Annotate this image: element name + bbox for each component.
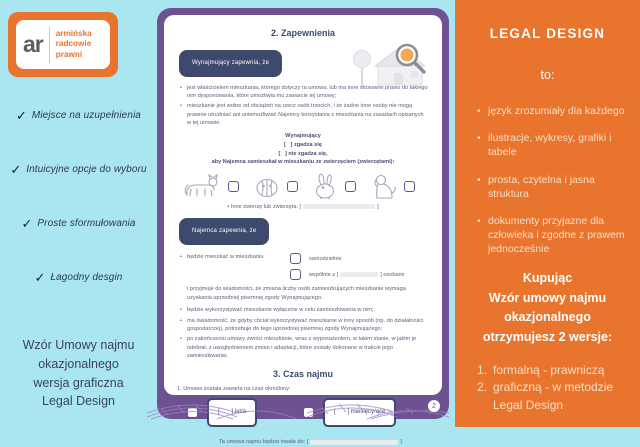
logo-name-line: prawni: [55, 49, 83, 59]
section-2-heading: 2. Zapewnienia: [270, 28, 336, 38]
page-number-badge: 2: [428, 400, 440, 412]
rabbit-checkbox[interactable]: [345, 181, 356, 192]
pet-consent-block: [177, 132, 429, 167]
consent-subtitle: aby Najemca zamieszkał w mieszkaniu ze zwierzęciem (zwierzętami):: [211, 159, 395, 166]
promo-line: otrzymujesz 2 wersje:: [482, 329, 613, 344]
until-label: Ta umowa najmu będzie trwała do: [: [219, 439, 309, 446]
feature-label: Intuicyjne opcje do wyboru: [26, 164, 147, 175]
tenant-bullet-list: [180, 306, 429, 360]
other-animal-blank-field[interactable]: [303, 204, 375, 209]
duration-intro: 1. Umowa została zawarta na czas określony:: [177, 386, 291, 393]
logo-name-line: radcowie: [55, 39, 92, 49]
shared-checkbox[interactable]: [290, 269, 301, 280]
feature-label: Miejsce na uzupełnienia: [31, 110, 141, 121]
months-box[interactable]: [ ] miesięcy/ące: [323, 398, 396, 427]
other-animal-label: Inne zwierzę lub zwierzęta: [: [230, 204, 302, 211]
living-bullet: • będzie mieszkać w mieszkaniu: [180, 253, 276, 280]
logo-divider: [49, 27, 50, 63]
living-option-alone: [290, 253, 405, 264]
promo-line: Kupując: [522, 271, 573, 286]
landlord-bullet: • jest właścicielem mieszkania, którego dotyczy ta umowa, lub ma inne stosowne prawo do takiego nim dysponowania, które umożliwia mu zawarcie tej umowy;: [180, 84, 429, 101]
feature-item: [0, 110, 157, 122]
checkmark-icon: ✓: [16, 108, 27, 123]
contract-page: [164, 15, 442, 446]
section-3-heading: 3. Czas najmu: [272, 368, 334, 379]
bracket-close: ]: [377, 204, 379, 211]
bracket-close: ]: [400, 439, 402, 446]
caption-line: Legal Design: [42, 394, 115, 409]
version-number: 1.: [477, 362, 488, 377]
acknowledgement-note: i przyjmuje do wiadomości, że zmiana liczby osób zamieszkujących mieszkanie wymaga uzyskania uprzedniej pisemnej zgody Wynajmującego.: [187, 286, 406, 301]
checkmark-icon: ✓: [34, 270, 46, 285]
checkmark-icon: ✓: [10, 162, 22, 177]
consent-disagree-option[interactable]: [ ] nie zgadza się,: [278, 150, 328, 157]
feature-item: [0, 164, 157, 176]
alone-label: samodzielnie: [309, 255, 342, 262]
caption-line: wersja graficzna: [33, 375, 124, 390]
right-panel: [455, 0, 640, 427]
promo-line: okazjonalnego: [504, 310, 591, 325]
guinea-pig-icon: [254, 175, 280, 199]
legal-design-title: LEGAL DESIGN: [489, 26, 606, 41]
consent-title: Wynajmujący: [285, 133, 321, 140]
feature-item: [0, 218, 157, 230]
caption-line: okazjonalnego: [38, 356, 119, 371]
product-caption: [0, 336, 157, 411]
version-item: [477, 362, 632, 379]
alone-checkbox[interactable]: [290, 253, 301, 264]
logo-name-line: armińska: [55, 28, 92, 38]
animal-option-cat: [183, 174, 239, 200]
shared-label-prefix: wspólnie z [: [309, 271, 339, 278]
legal-design-bullet: • dokumenty przyjazne dla człowieka i zgodne z prawem jednocześnie: [477, 214, 628, 257]
animal-options-row: [183, 173, 415, 200]
cat-icon: [183, 174, 221, 200]
guinea-pig-checkbox[interactable]: [287, 181, 298, 192]
logo-initials: ar: [23, 31, 43, 57]
version-text: graficzną - w metodzie Legal Design: [493, 380, 614, 412]
version-item: [477, 379, 632, 414]
tenant-assures-pill: Najemca zapewnia, że: [179, 218, 269, 245]
version-number: 2.: [477, 380, 488, 395]
duration-until-line: [219, 438, 429, 446]
living-arrangement-row: [180, 253, 429, 280]
legal-design-bullet: • ilustracje, wykresy, grafiki i tabele: [477, 131, 628, 159]
shared-label: [309, 271, 405, 279]
animal-option-dog: [371, 173, 415, 200]
legal-design-bullet: • prosta, czytelna i jasna struktura: [477, 173, 628, 201]
persons-blank-field[interactable]: [340, 272, 378, 277]
legal-design-subtitle: to:: [540, 68, 555, 82]
feature-label: Łagodny desgin: [50, 272, 123, 283]
landlord-assures-pill: Wynajmujący zapewnia, że: [179, 50, 282, 77]
purchase-promo-block: [455, 269, 640, 347]
cat-checkbox[interactable]: [228, 181, 239, 192]
company-logo: [8, 12, 118, 77]
bullet-glyph: •: [227, 204, 231, 211]
landlord-bullet: • mieszkanie jest wolne od obciążeń na rzecz osób trzecich, i że żadne inne osoby nie mogą prawnie utrudniać ani uniemożliwiać Najemcy korzystania z mieszkania na zasadach opisanych w tej umowie.: [180, 102, 429, 127]
rabbit-icon: [312, 173, 338, 200]
tenant-bullet: • po zakończeniu umowy zwróci mieszkanie, wraz z wyposażeniem, w takim stanie, w jakim je odebrał, z uwzględnieniem zmian i adaptacji, które zostały dokonane w trakcie jego zamieszkiwania;: [180, 335, 429, 360]
other-animal-line: [177, 203, 429, 211]
dog-icon: [371, 173, 397, 200]
contract-preview: [157, 8, 449, 446]
checkmark-icon: ✓: [21, 216, 33, 231]
versions-list: [477, 362, 632, 414]
version-text: formalną - prawniczą: [493, 362, 605, 377]
animal-option-guinea-pig: [254, 175, 298, 199]
landlord-bullet-list: [180, 84, 429, 128]
consent-agree-option[interactable]: [ ] zgadza się: [284, 142, 322, 149]
caption-line: Wzór Umowy najmu: [22, 338, 135, 352]
feature-item: [0, 272, 157, 284]
years-box[interactable]: [ ] lat/a: [207, 398, 257, 427]
left-panel: [0, 0, 157, 427]
logo-inner-card: [16, 20, 110, 69]
tenant-bullet: • będzie wykorzystywać mieszkanie wyłącznie w celu zamieszkiwania w nim;: [180, 306, 429, 314]
feature-label: Proste sformułowania: [37, 218, 136, 229]
legal-design-bullet: • język zrozumiały dla każdego: [477, 104, 628, 118]
living-option-shared: [290, 269, 405, 280]
promo-line: Wzór umowy najmu: [488, 290, 607, 305]
living-options: [290, 253, 405, 280]
animal-option-rabbit: [312, 173, 356, 200]
dog-checkbox[interactable]: [404, 181, 415, 192]
until-blank-field[interactable]: [310, 440, 398, 445]
legal-design-bullet-list: [477, 104, 628, 256]
tenant-bullet: • ma świadomość, że gdyby chciał wykorzystywać mieszkanie w inny sposób (np. do działalności gospodarczej), potrzebuje do tego uprzedniej pisemnej zgody Wynajmującego;: [180, 317, 429, 334]
shared-label-suffix: ] osobami: [380, 271, 405, 278]
logo-company-name: [56, 29, 92, 61]
leaf-pattern-decoration: [157, 395, 449, 419]
